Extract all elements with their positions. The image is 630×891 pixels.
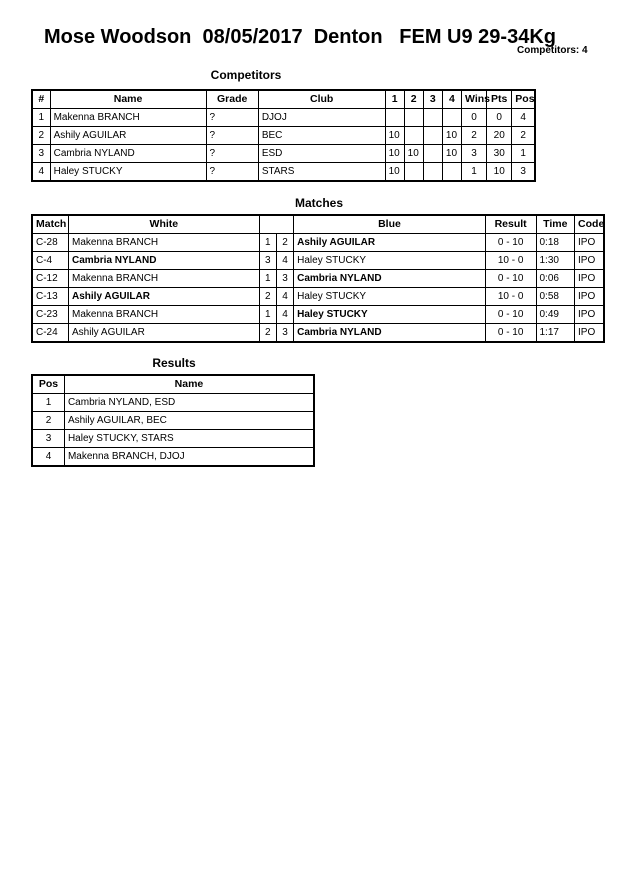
- competitors-header-row: [32, 90, 535, 109]
- col-pts: Pts: [487, 90, 512, 109]
- col-time: Time: [536, 215, 575, 234]
- match-id: C-24: [32, 324, 69, 343]
- white-competitor: Makenna BRANCH: [69, 306, 260, 324]
- result-position: 1: [32, 394, 64, 412]
- white-number: 1: [259, 270, 276, 288]
- match-row: [32, 324, 604, 343]
- competitor-position: 4: [512, 109, 535, 127]
- col-r4: 4: [442, 90, 461, 109]
- competitor-points: 0: [487, 109, 512, 127]
- competitors-section-title: Competitors: [210, 68, 282, 82]
- match-result: 10 - 0: [485, 288, 536, 306]
- col-result-name: Name: [64, 375, 314, 394]
- results-header-row: [32, 375, 314, 394]
- match-row: [32, 270, 604, 288]
- competitor-club: BEC: [258, 127, 385, 145]
- round-2-score: [404, 127, 423, 145]
- match-time: 1:17: [536, 324, 575, 343]
- results-section-title: Results: [152, 356, 196, 370]
- competitor-num: 4: [32, 163, 50, 182]
- white-competitor: Cambria NYLAND: [69, 252, 260, 270]
- competitor-grade: ?: [206, 163, 258, 182]
- round-3-score: [423, 163, 442, 182]
- col-r2: 2: [404, 90, 423, 109]
- match-result: 0 - 10: [485, 324, 536, 343]
- competitor-wins: 2: [462, 127, 487, 145]
- blue-competitor: Ashily AGUILAR: [294, 234, 486, 252]
- match-row: [32, 234, 604, 252]
- round-4-score: 10: [442, 145, 461, 163]
- results-table: [31, 374, 315, 467]
- round-1-score: 10: [385, 163, 404, 182]
- white-number: 2: [259, 288, 276, 306]
- competitor-wins: 0: [462, 109, 487, 127]
- competitor-grade: ?: [206, 127, 258, 145]
- result-position: 2: [32, 412, 64, 430]
- competitor-points: 30: [487, 145, 512, 163]
- competitors-count: Competitors: 4: [517, 45, 588, 56]
- competitor-points: 20: [487, 127, 512, 145]
- competitor-name: Cambria NYLAND: [50, 145, 206, 163]
- match-time: 0:18: [536, 234, 575, 252]
- competitor-row: [32, 127, 535, 145]
- match-id: C-4: [32, 252, 69, 270]
- match-time: 0:06: [536, 270, 575, 288]
- competitor-club: STARS: [258, 163, 385, 182]
- competitor-position: 2: [512, 127, 535, 145]
- white-competitor: Makenna BRANCH: [69, 270, 260, 288]
- round-4-score: [442, 163, 461, 182]
- match-result: 10 - 0: [485, 252, 536, 270]
- match-id: C-28: [32, 234, 69, 252]
- col-blue: Blue: [294, 215, 486, 234]
- match-result: 0 - 10: [485, 270, 536, 288]
- col-club: Club: [258, 90, 385, 109]
- blue-number: 3: [276, 270, 293, 288]
- white-number: 3: [259, 252, 276, 270]
- match-time: 0:49: [536, 306, 575, 324]
- white-number: 2: [259, 324, 276, 343]
- result-row: [32, 394, 314, 412]
- blue-competitor: Haley STUCKY: [294, 306, 486, 324]
- matches-header-row: [32, 215, 604, 234]
- round-2-score: [404, 163, 423, 182]
- round-1-score: [385, 109, 404, 127]
- result-name: Ashily AGUILAR, BEC: [64, 412, 314, 430]
- competitor-num: 3: [32, 145, 50, 163]
- result-position: 4: [32, 448, 64, 467]
- competitor-name: Makenna BRANCH: [50, 109, 206, 127]
- competitor-position: 3: [512, 163, 535, 182]
- round-3-score: [423, 145, 442, 163]
- result-position: 3: [32, 430, 64, 448]
- competitor-club: ESD: [258, 145, 385, 163]
- round-3-score: [423, 109, 442, 127]
- round-4-score: [442, 109, 461, 127]
- match-code: IPO: [575, 270, 604, 288]
- white-competitor: Ashily AGUILAR: [69, 324, 260, 343]
- match-id: C-23: [32, 306, 69, 324]
- match-time: 1:30: [536, 252, 575, 270]
- competitor-name: Haley STUCKY: [50, 163, 206, 182]
- col-result: Result: [485, 215, 536, 234]
- blue-number: 4: [276, 306, 293, 324]
- competitor-position: 1: [512, 145, 535, 163]
- blue-competitor: Cambria NYLAND: [294, 270, 486, 288]
- blue-competitor: Haley STUCKY: [294, 288, 486, 306]
- blue-number: 4: [276, 252, 293, 270]
- round-1-score: 10: [385, 145, 404, 163]
- col-match: Match: [32, 215, 69, 234]
- match-row: [32, 306, 604, 324]
- col-code: Code: [575, 215, 604, 234]
- round-2-score: [404, 109, 423, 127]
- blue-number: 3: [276, 324, 293, 343]
- match-code: IPO: [575, 234, 604, 252]
- competitor-row: [32, 145, 535, 163]
- match-result: 0 - 10: [485, 306, 536, 324]
- match-time: 0:58: [536, 288, 575, 306]
- result-name: Cambria NYLAND, ESD: [64, 394, 314, 412]
- match-row: [32, 252, 604, 270]
- col-r3: 3: [423, 90, 442, 109]
- col-white: White: [69, 215, 260, 234]
- round-2-score: 10: [404, 145, 423, 163]
- col-name: Name: [50, 90, 206, 109]
- white-competitor: Makenna BRANCH: [69, 234, 260, 252]
- matches-section-title: Matches: [294, 196, 344, 210]
- col-pos: Pos: [512, 90, 535, 109]
- white-number: 1: [259, 306, 276, 324]
- result-row: [32, 412, 314, 430]
- match-code: IPO: [575, 288, 604, 306]
- match-result: 0 - 10: [485, 234, 536, 252]
- competitors-table: [31, 89, 536, 182]
- competitor-wins: 1: [462, 163, 487, 182]
- round-3-score: [423, 127, 442, 145]
- result-row: [32, 448, 314, 467]
- competitor-grade: ?: [206, 145, 258, 163]
- blue-number: 4: [276, 288, 293, 306]
- result-name: Makenna BRANCH, DJOJ: [64, 448, 314, 467]
- white-number: 1: [259, 234, 276, 252]
- competitor-row: [32, 163, 535, 182]
- competitor-wins: 3: [462, 145, 487, 163]
- competitor-num: 2: [32, 127, 50, 145]
- competitor-points: 10: [487, 163, 512, 182]
- round-4-score: 10: [442, 127, 461, 145]
- match-code: IPO: [575, 252, 604, 270]
- competitor-num: 1: [32, 109, 50, 127]
- col-wins: Wins: [462, 90, 487, 109]
- blue-competitor: Haley STUCKY: [294, 252, 486, 270]
- col-scores-spacer: [259, 215, 293, 234]
- round-1-score: 10: [385, 127, 404, 145]
- match-id: C-13: [32, 288, 69, 306]
- blue-number: 2: [276, 234, 293, 252]
- competitor-grade: ?: [206, 109, 258, 127]
- competitor-row: [32, 109, 535, 127]
- result-row: [32, 430, 314, 448]
- match-code: IPO: [575, 306, 604, 324]
- match-row: [32, 288, 604, 306]
- col-grade: Grade: [206, 90, 258, 109]
- page-title: Mose Woodson 08/05/2017 Denton FEM U9 29-34Kg: [44, 26, 556, 48]
- match-code: IPO: [575, 324, 604, 343]
- match-id: C-12: [32, 270, 69, 288]
- competitor-club: DJOJ: [258, 109, 385, 127]
- competitor-name: Ashily AGUILAR: [50, 127, 206, 145]
- result-name: Haley STUCKY, STARS: [64, 430, 314, 448]
- col-num: #: [32, 90, 50, 109]
- matches-table: [31, 214, 605, 343]
- white-competitor: Ashily AGUILAR: [69, 288, 260, 306]
- blue-competitor: Cambria NYLAND: [294, 324, 486, 343]
- col-result-pos: Pos: [32, 375, 64, 394]
- col-r1: 1: [385, 90, 404, 109]
